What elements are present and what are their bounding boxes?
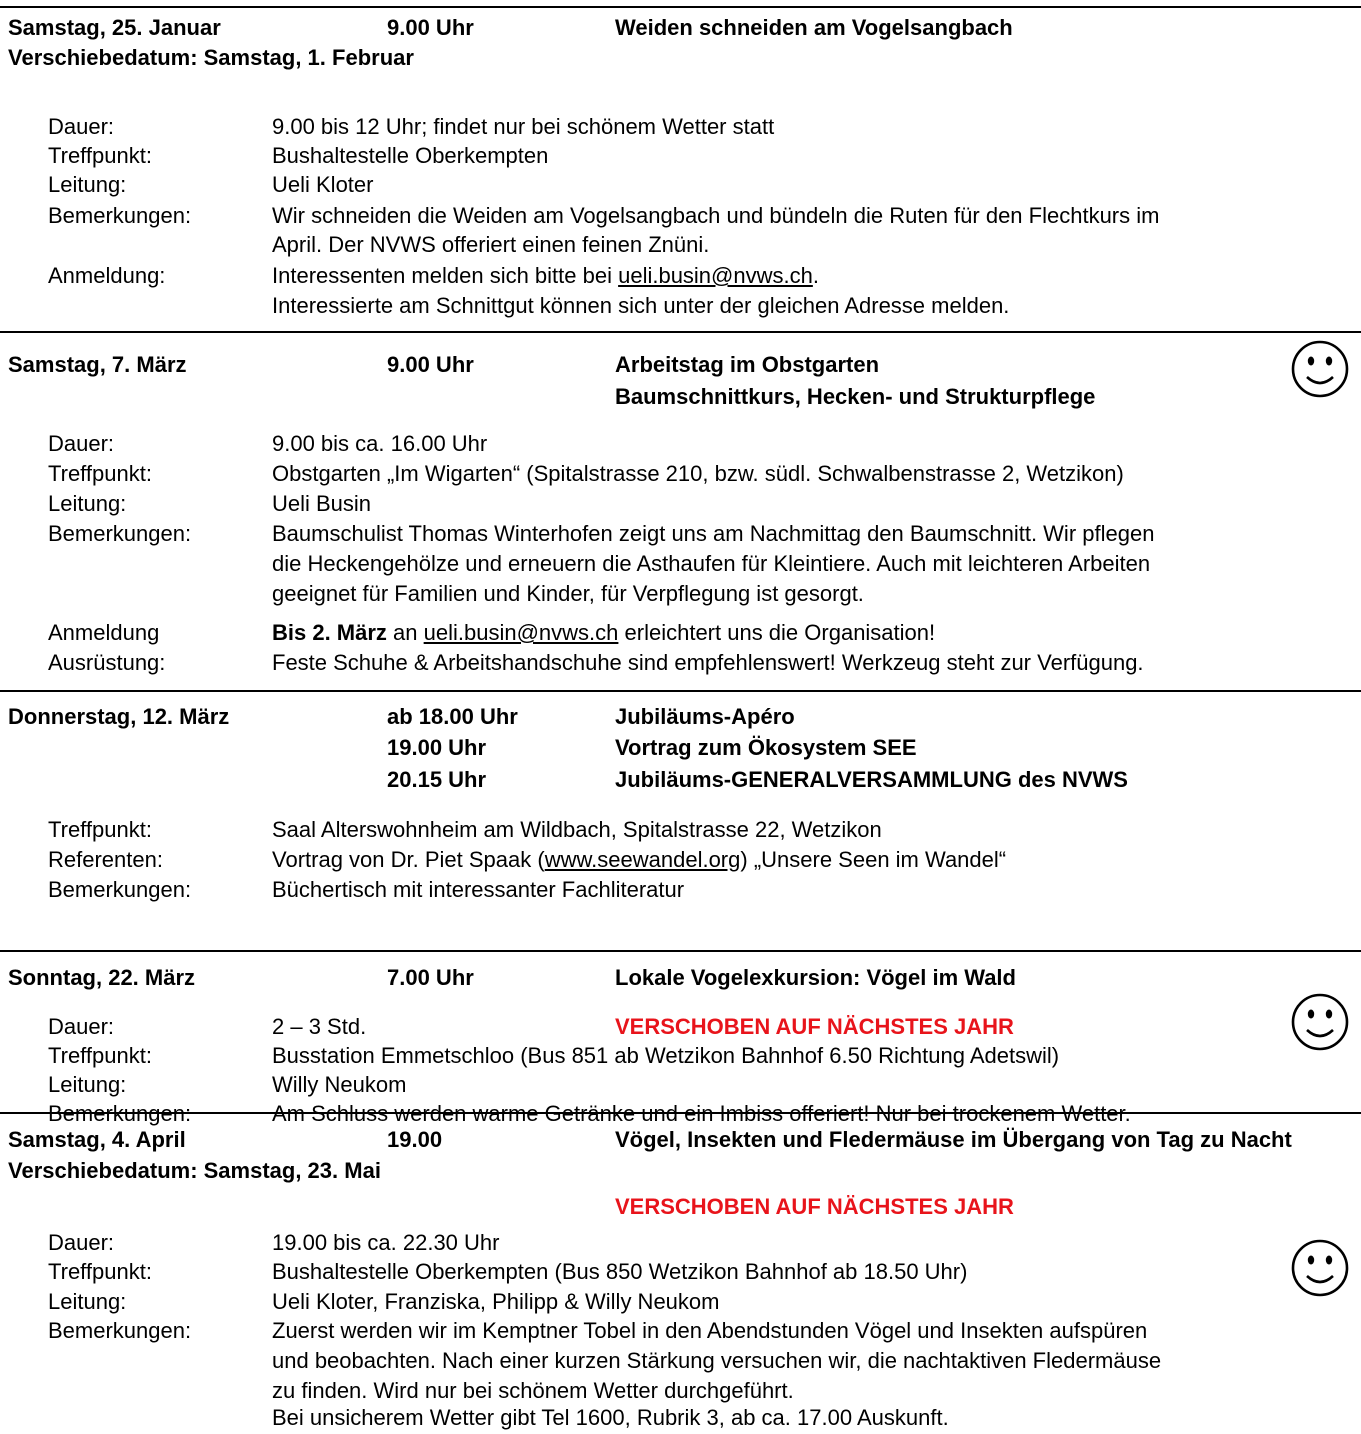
event-title: Vögel, Insekten und Fledermäuse im Übergang von Tag zu Nacht xyxy=(615,1127,1292,1152)
event-time: 9.00 Uhr xyxy=(387,15,474,40)
value-ausruestung: Feste Schuhe & Arbeitshandschuhe sind empfehlenswert! Werkzeug steht zur Verfügung. xyxy=(272,650,1144,675)
value-bemerkungen-line: Baumschulist Thomas Winterhofen zeigt uns am Nachmittag den Baumschnitt. Wir pflegen xyxy=(272,521,1155,546)
value-leitung: Willy Neukom xyxy=(272,1072,407,1097)
label-ausruestung: Ausrüstung: xyxy=(48,650,166,675)
label-treffpunkt: Treffpunkt: xyxy=(48,143,152,168)
label-treffpunkt: Treffpunkt: xyxy=(48,1259,152,1284)
value-bemerkungen-line: die Heckengehölze und erneuern die Asthaufen für Kleintiere. Auch mit leichteren Arbeiten xyxy=(272,551,1151,576)
event-alt-date: Verschiebedatum: Samstag, 1. Februar xyxy=(8,45,414,70)
label-bemerkungen: Bemerkungen: xyxy=(48,1318,192,1343)
website-link[interactable]: www.seewandel.org xyxy=(544,847,741,872)
value-leitung: Ueli Kloter, Franziska, Philipp & Willy Neukom xyxy=(272,1289,720,1314)
anmeldung-suffix: erleichtert uns die Organisation! xyxy=(618,620,936,645)
smiley-face-icon xyxy=(1290,992,1350,1052)
event-date: Samstag, 4. April xyxy=(8,1127,186,1152)
value-referenten xyxy=(272,847,1006,873)
label-leitung: Leitung: xyxy=(48,491,127,516)
value-treffpunkt: Busstation Emmetschloo (Bus 851 ab Wetzikon Bahnhof 6.50 Richtung Adetswil) xyxy=(272,1043,1060,1068)
value-bemerkungen: Büchertisch mit interessanter Fachliteratur xyxy=(272,877,685,902)
label-bemerkungen: Bemerkungen: xyxy=(48,877,192,902)
event-title: Arbeitstag im Obstgarten xyxy=(615,352,880,377)
event-date: Samstag, 25. Januar xyxy=(8,15,221,40)
value-anmeldung xyxy=(272,620,935,646)
value-treffpunkt: Bushaltestelle Oberkempten (Bus 850 Wetzikon Bahnhof ab 18.50 Uhr) xyxy=(272,1259,968,1284)
value-bemerkungen-line: Wir schneiden die Weiden am Vogelsangbach und bündeln die Ruten für den Flechtkurs im xyxy=(272,203,1160,228)
schedule-time: 19.00 Uhr xyxy=(387,735,487,760)
label-leitung: Leitung: xyxy=(48,1072,127,1097)
value-treffpunkt: Obstgarten „Im Wigarten“ (Spitalstrasse 210, bzw. südl. Schwalbenstrasse 2, Wetzikon) xyxy=(272,461,1124,486)
referenten-suffix: ) „Unsere Seen im Wandel“ xyxy=(740,847,1007,872)
divider xyxy=(0,690,1361,692)
label-dauer: Dauer: xyxy=(48,431,115,456)
referenten-text: Vortrag von Dr. Piet Spaak ( xyxy=(272,847,545,872)
label-dauer: Dauer: xyxy=(48,1230,115,1255)
schedule-title: Jubiläums-Apéro xyxy=(615,704,795,729)
value-bemerkungen-line: geeignet für Familien und Kinder, für Verpflegung ist gesorgt. xyxy=(272,581,864,606)
event-title: Weiden schneiden am Vogelsangbach xyxy=(615,15,1013,40)
value-anmeldung-line: Interessierte am Schnittgut können sich unter der gleichen Adresse melden. xyxy=(272,293,1010,318)
anmeldung-suffix: . xyxy=(812,263,819,288)
event-date: Samstag, 7. März xyxy=(8,352,187,377)
value-leitung: Ueli Kloter xyxy=(272,172,374,197)
anmeldung-text: Interessenten melden sich bitte bei xyxy=(272,263,619,288)
label-bemerkungen: Bemerkungen: xyxy=(48,203,192,228)
divider xyxy=(0,950,1361,952)
postponed-notice: VERSCHOBEN AUF NÄCHSTES JAHR xyxy=(615,1014,1014,1039)
value-dauer: 9.00 bis 12 Uhr; findet nur bei schönem Wetter statt xyxy=(272,114,775,139)
label-treffpunkt: Treffpunkt: xyxy=(48,817,152,842)
email-link[interactable]: ueli.busin@nvws.ch xyxy=(618,263,813,288)
event-alt-date: Verschiebedatum: Samstag, 23. Mai xyxy=(8,1158,381,1183)
label-bemerkungen: Bemerkungen: xyxy=(48,521,192,546)
value-bemerkungen-line: zu finden. Wird nur bei schönem Wetter durchgeführt. xyxy=(272,1378,794,1403)
schedule-title: Jubiläums-GENERALVERSAMMLUNG des NVWS xyxy=(615,767,1128,792)
value-bemerkungen-line: und beobachten. Nach einer kurzen Stärkung versuchen wir, die nachtaktiven Fledermäuse xyxy=(272,1348,1162,1373)
event-date: Donnerstag, 12. März xyxy=(8,704,230,729)
divider xyxy=(0,331,1361,333)
label-treffpunkt: Treffpunkt: xyxy=(48,461,152,486)
value-treffpunkt: Saal Alterswohnheim am Wildbach, Spitalstrasse 22, Wetzikon xyxy=(272,817,882,842)
value-bemerkungen-line: April. Der NVWS offeriert einen feinen Znüni. xyxy=(272,232,710,257)
smiley-face-icon xyxy=(1290,1238,1350,1298)
value-dauer: 19.00 bis ca. 22.30 Uhr xyxy=(272,1230,500,1255)
label-dauer: Dauer: xyxy=(48,1014,115,1039)
postponed-notice: VERSCHOBEN AUF NÄCHSTES JAHR xyxy=(615,1194,1014,1219)
value-bemerkungen-line: Bei unsicherem Wetter gibt Tel 1600, Rubrik 3, ab ca. 17.00 Auskunft. xyxy=(272,1405,949,1430)
value-dauer: 2 – 3 Std. xyxy=(272,1014,367,1039)
label-anmeldung: Anmeldung: xyxy=(48,263,166,288)
value-dauer: 9.00 bis ca. 16.00 Uhr xyxy=(272,431,488,456)
event-time: 19.00 xyxy=(387,1127,443,1152)
label-referenten: Referenten: xyxy=(48,847,163,872)
value-treffpunkt: Bushaltestelle Oberkempten xyxy=(272,143,549,168)
divider xyxy=(0,6,1361,8)
schedule-time: 20.15 Uhr xyxy=(387,767,487,792)
event-subtitle: Baumschnittkurs, Hecken- und Strukturpflege xyxy=(615,384,1096,409)
label-bemerkungen: Bemerkungen: xyxy=(48,1101,192,1126)
label-dauer: Dauer: xyxy=(48,114,115,139)
event-date: Sonntag, 22. März xyxy=(8,965,196,990)
anmeldung-deadline: Bis 2. März xyxy=(272,620,387,645)
value-bemerkungen-line: Zuerst werden wir im Kemptner Tobel in den Abendstunden Vögel und Insekten aufspüren xyxy=(272,1318,1148,1343)
email-link[interactable]: ueli.busin@nvws.ch xyxy=(423,620,619,645)
label-leitung: Leitung: xyxy=(48,1289,127,1314)
value-leitung: Ueli Busin xyxy=(272,491,372,516)
event-time: 7.00 Uhr xyxy=(387,965,474,990)
schedule-title: Vortrag zum Ökosystem SEE xyxy=(615,735,917,760)
value-bemerkungen: Am Schluss werden warme Getränke und ein Imbiss offeriert! Nur bei trockenem Wetter. xyxy=(272,1101,1131,1126)
anmeldung-text: an xyxy=(386,620,424,645)
label-anmeldung: Anmeldung xyxy=(48,620,160,645)
schedule-time: ab 18.00 Uhr xyxy=(387,704,518,729)
label-treffpunkt: Treffpunkt: xyxy=(48,1043,152,1068)
smiley-face-icon xyxy=(1290,339,1350,399)
event-title: Lokale Vogelexkursion: Vögel im Wald xyxy=(615,965,1016,990)
label-leitung: Leitung: xyxy=(48,172,127,197)
value-anmeldung xyxy=(272,263,819,289)
event-time: 9.00 Uhr xyxy=(387,352,474,377)
